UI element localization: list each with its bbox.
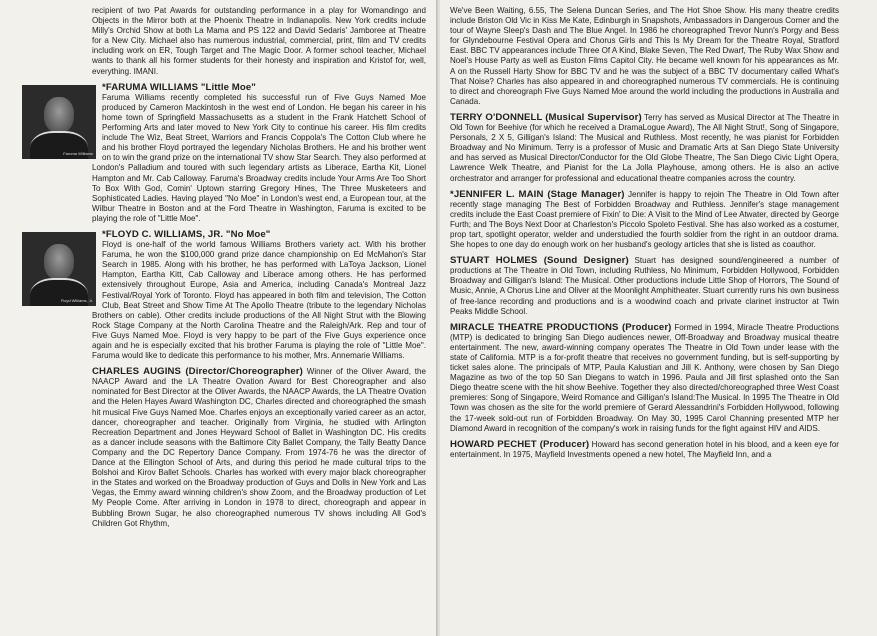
intro-paragraph: recipient of two Pat Awards for outstanding performance in a play for Womandingo and Objects in the Mirror both at the Phoenix Theatre in Indianapolis. New York credits include Milly's Orchid Show at both La Mama and PS 122 and David Sedaris' Jamboree at Theatre for a New City. Michael also has numerous industrial, commercial, print, film and TV credits including work on ER, Tough Target and The Magic Door. A former school teacher, Michael wants to thank all his former students for their honesty and inspiration and Kristof for, well, everything. IMANI. [92,6,426,76]
stuart-bio [450,256,839,317]
charles-heading: CHARLES AUGINS (Director/Choreographer) [92,366,303,378]
terry-heading: TERRY O'DONNELL (Musical Supervisor) [450,111,642,123]
howard-bio [450,440,839,460]
miracle-bio [450,323,839,434]
faruma-heading: *FARUMA WILLIAMS "Little Moe" [102,81,256,93]
face-shape [44,244,74,280]
miracle-body: Formed in 1994, Miracle Theatre Productions (MTP) is dedicated to bringing San Diego audiences newer, Off-Broadway and Broadway musical theatre entertainment. The new, award-winning company operates The Theatre in Old Town under lease with the state of California. MTP is a for-profit theatre that receives no government funding, but is self-supporting by ticket sales alone. The principals of MTP, Paula Kalustian and Jill K. Anthony, were chosen by San Diego Magazine as two of the top 50 San Diegans to watch in 1996. Paula and Jill first splashed onto the San Diego theatre scene with the hit show Beehive. Together they also directed/choreographed three West Coast premieres: Song of Singapore, Weird Romance and Gilligan's Island:The Musical. In 1995 The Theatre in Old Town was chosen as the site for the world premiere of Gerard Alessandrini's Forbidden Hollywood, following the 17-week sold-out run of Forbidden Broadway. On May 30, 1995 Carol Channing presented MTP her Diamond Award in recognition of the company's work in raising funds for the fight against HIV and AIDS. [450,322,839,433]
faruma-body: Faruma Williams recently completed his successful run of Five Guys Named Moe produced by Cameron Mackintosh in the west end of London. He began his career in his home town of Springfield Massachusetts as a student in the Frank Hatchett School of Performing Arts and later moved to New York City to continue his career. His film credits include The Wiz, Beat Street, Warriors and Francis Coppola's The Cotton Club where he and his brother Floyd portrayed the legendary Nicholas Brothers. He and his brother went on to win the grand prize on the international TV show Star Search. They also performed at London's Palladium and toured with such legendary artists as Liberace, Eartha Kit, Lionel Hampton and Mr. Cab Calloway. Faruma's Broadway credits include Your Arms Are Too Short To Box With God, Comin' Uptown starring Gregory Hines, The Three Musketeers and Sophisticated Ladies. Having played "No Moe" in London's west end, a European tour, at the Wilbur Theatre in Boston and at the Ford Theatre in Washington, Faruma is excited to be playing the role of "Little Moe". [92,92,426,223]
terry-body: Terry has served as Musical Director at The Theatre in Old Town for Beehive (for which he received a DramaLogue Award), The All Night Strut!, Song of Singapore, Personals, 2 X 5, Gilligan's Island: The Musical and Ruthless. Most recently, he was pianist for Forbidden Broadway and No Minimum. Terry is a professor of Music and Dramatic Arts at San Diego State University and has served as Musical Director/Conductor for the Old Globe Theatre, The San Diego Civic Light Opera, Lawrence Welk Theatre, and Pianist for the La Jolla Playhouse, among others. He is also an active orchestrator and arranger for professional and educational theatre companies across the country. [450,112,840,183]
face-shape [44,97,74,133]
stuart-heading: STUART HOLMES (Sound Designer) [450,255,629,267]
floyd-headshot-photo [22,232,96,306]
howard-heading: HOWARD PECHET (Producer) [450,438,590,450]
photo-caption: Faruma Williams [63,150,93,156]
photo-caption: Floyd Williams, Jr. [60,297,93,303]
faruma-headshot-photo [22,85,96,159]
faruma-bio [63,81,426,224]
floyd-heading: *FLOYD C. WILLIAMS, JR. "No Moe" [102,228,271,240]
terry-bio [450,113,839,184]
charles-body: Winner of the Oliver Award, the NAACP Award and the LA Theatre Ovation Award for Best Choreographer and also nominated for Best Director at the Oliver Awards, the NAACP Awards, the LA Theatre Ovation and the Helen Hayes Award Washington DC, Charles directed and choreographed the smash hit musical Five Guys Named Moe. Charles enjoys an exceptionally varied career as an actor, dancer, choreographer and teacher. Originally from Virginia, he studied with Arlington Recreation Department and Jones Heyward School of Ballet in Washington DC. His credits as a dancer include seasons with the Baltimore City Ballet Company, the Tally Beatty Dance Company and the DC Repertory Dance Company. From 1974-76 he was the director of Dance at the Ellington School of Arts, and during this period he made cultural trips to the Bolshoi and Kirov Ballet Schools. Charles has worked with every major black choreographer in the States and worked on the Broadway production of Guys and Dolls in New York and Las Vegas, the Emmy award winning children's show Zoom, and the Broadway production of Let My People Come. After arriving in London in 1978 to direct, choreograph and appear in Bubbling Brown Sugar, he also choreographed numerous TV shows including All God's Children Got Rhythm, [92,367,426,528]
howard-body: Howard has second generation hotel in his blood, and a keen eye for entertainment. In 1975, Mayfield Investments opened a new hotel, The Mayfield Inn, and a [450,439,839,459]
jennifer-bio [450,190,839,251]
floyd-bio [60,228,426,361]
charles-continued: We've Been Waiting, 6.55, The Selena Duncan Series, and The Hot Shoe Show. His many theatre credits include Briston Old Vic in Kiss Me Kate, Edinburgh in Snapshots, Ambassadors in Dangerous Corner and the tour of Wayne Sleep's Dash and The Blue Angel. In 1986 he choreographed Trevor Nunn's Porgy and Bess for Glyndebourne Festival Opera and Chorus Girls and This Is My Dream for the Theatre Royal, Stratford East. BBC TV appearances include Three Of A Kind, Blake Seven, The Red Dwarf, The Ruby Wax Show and Noel's House Party as well as Euston Films Capitol City. He became well known for his appearances as Mr. A on the Russell Harty Show for BBC TV and he was the subject of a BBC TV documentary called What's That Noise? Charles has also appeared in and choreographed numerous TV commercials. He is continuing to direct and choreograph Five Guys Named Moe around the world including the productions in Australia and Canada. [450,6,839,106]
charles-bio [92,367,426,529]
left-page [0,0,438,636]
floyd-body: Floyd is one-half of the world famous Williams Brothers variety act. With his brother Faruma, he won the $100,000 grand prize dance championship on Ed McMahon's Star Search in 1985. Along with his brother, he has performed with LaToya Jackson, Lionel Hampton, Eartha Kitt, Cab Calloway and Liberace among others. He has performed extensively throughout Europe, Asia and America, including Canada's Montreal Jazz Festival/Royal York of Toronto. Floyd has appeared in both film and television, The Cotton Club, Beat Street and Show Time At The Apollo Theatre (tribute to the legendary Nicholas Brothers on cable). Other credits include productions of the All Night Strut with the Blowing Rock Stage Company at the North Carolina Theatre and the Raleigh/Ark. Rep and tour of Five Guys Named Moe. Floyd is very happy to be part of the Five Guys experience once again and he is especially excited that his brother Faruma is playing the role of "Little Moe". Faruma would like to dedicate this performance to his mother, Mrs. Annemarie Williams. [92,240,426,361]
right-page [440,0,877,636]
miracle-heading: MIRACLE THEATRE PRODUCTIONS (Producer) [450,321,672,333]
jennifer-heading: *JENNIFER L. MAIN (Stage Manager) [450,188,625,200]
stuart-body: Stuart has designed sound/engineered a number of productions at The Theatre in Old Town, including Ruthless, No Minimum, Forbidden Hollywood, Forbidden Broadway and Gilligan's Island: The Musical. Other productions include Little Shop of Horrors, The Sound of Music, Annie, A Chorus Line and Oliver at the Moonlight Amphitheater. Stuart currently runs his own business of free-lance recording and productions and is a woodwind coach and private clarinet instructor at Twin Peaks Middle School. [450,256,839,316]
jennifer-body: Jennifer is happy to rejoin The Theatre in Old Town after recently stage managing The Best of Forbidden Broadway and Ruthless. Jennifer's stage management credits include the East Coast premiere of Fixin' to Die: A Visit to the Mind of Lee Atwater, directed by George Furth; and The Boys Next Door at Charleston's Piccolo Spoleto Festival. She has also worked as a costumer, prop tart, spotlight operator, welder and understudied the fourth soldier from the right in an outdoor drama. She hopes to one day do enough work on her husband's geology articles that she is listed as coauthor. [450,189,839,250]
